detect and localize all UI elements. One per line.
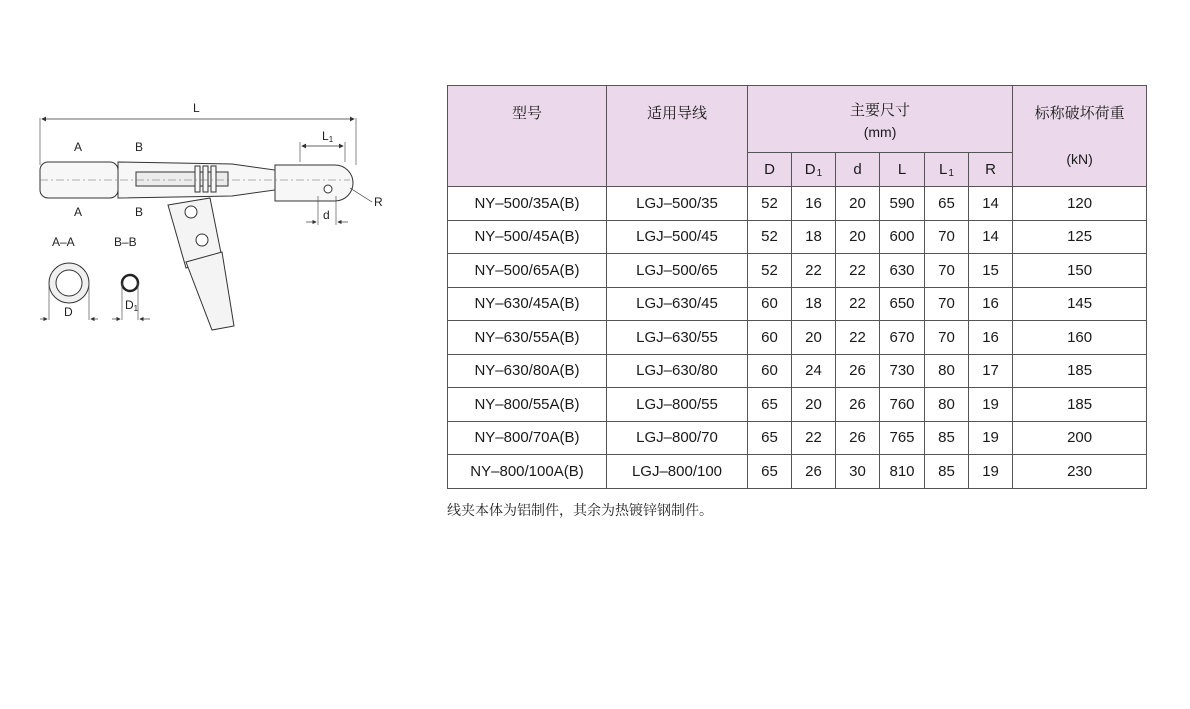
table-cell: LGJ–800/100 — [607, 455, 748, 489]
table-cell: 85 — [925, 421, 969, 455]
table-cell: 18 — [792, 287, 836, 321]
table-cell: 145 — [1013, 287, 1147, 321]
table-cell: LGJ–800/55 — [607, 388, 748, 422]
table-cell: NY–500/45A(B) — [448, 220, 607, 254]
section-b-b — [112, 235, 150, 320]
header-dimensions: 主要尺寸 (mm) — [748, 86, 1013, 153]
jumper-terminal — [168, 198, 234, 330]
table-cell: 650 — [880, 287, 925, 321]
table-cell: LGJ–500/35 — [607, 187, 748, 221]
table-cell: LGJ–630/80 — [607, 354, 748, 388]
table-cell: 20 — [792, 321, 836, 355]
table-cell: 22 — [836, 321, 880, 355]
table-cell: 65 — [748, 388, 792, 422]
table-row — [448, 388, 1147, 422]
table-row — [448, 287, 1147, 321]
table-cell: 15 — [969, 254, 1013, 288]
table-cell: 80 — [925, 354, 969, 388]
label-section-aa: A–A — [52, 235, 75, 249]
label-R: R — [374, 195, 383, 209]
table-cell: LGJ–630/45 — [607, 287, 748, 321]
label-L1: L1 — [322, 129, 334, 144]
table-cell: 60 — [748, 321, 792, 355]
table-cell: 20 — [792, 388, 836, 422]
table-cell: 16 — [792, 187, 836, 221]
table-cell: LGJ–500/45 — [607, 220, 748, 254]
table-cell: 22 — [836, 254, 880, 288]
section-a-a — [40, 235, 98, 320]
spec-table-body — [448, 187, 1147, 489]
table-row — [448, 187, 1147, 221]
table-cell: 670 — [880, 321, 925, 355]
table-cell: 70 — [925, 321, 969, 355]
header-dim-D: D — [748, 153, 792, 187]
table-cell: NY–630/55A(B) — [448, 321, 607, 355]
table-cell: 65 — [748, 455, 792, 489]
table-cell: NY–800/100A(B) — [448, 455, 607, 489]
header-dim-D1: $D_1$ — [792, 153, 836, 187]
table-cell: 19 — [969, 421, 1013, 455]
table-row — [448, 254, 1147, 288]
label-a-top: A — [74, 140, 83, 154]
header-load: 标称破坏荷重 (kN) — [1013, 86, 1147, 187]
label-section-bb: B–B — [114, 235, 137, 249]
table-cell: 185 — [1013, 354, 1147, 388]
table-cell: NY–800/55A(B) — [448, 388, 607, 422]
table-cell: 18 — [792, 220, 836, 254]
table-cell: 22 — [836, 287, 880, 321]
table-cell: 70 — [925, 254, 969, 288]
table-cell: 14 — [969, 187, 1013, 221]
table-cell: 52 — [748, 187, 792, 221]
header-dim-R: R — [969, 153, 1013, 187]
table-cell: 52 — [748, 254, 792, 288]
table-cell: 17 — [969, 354, 1013, 388]
label-D: D — [64, 305, 73, 319]
table-cell: 30 — [836, 455, 880, 489]
table-cell: 70 — [925, 220, 969, 254]
table-row — [448, 354, 1147, 388]
table-cell: 150 — [1013, 254, 1147, 288]
table-cell: 600 — [880, 220, 925, 254]
table-cell: NY–500/65A(B) — [448, 254, 607, 288]
table-cell: 26 — [836, 354, 880, 388]
table-cell: 20 — [836, 220, 880, 254]
table-cell: 65 — [925, 187, 969, 221]
table-cell: 85 — [925, 455, 969, 489]
table-cell: 19 — [969, 455, 1013, 489]
table-cell: 22 — [792, 421, 836, 455]
table-row — [448, 421, 1147, 455]
table-cell: 26 — [836, 421, 880, 455]
table-cell: 16 — [969, 321, 1013, 355]
table-cell: 52 — [748, 220, 792, 254]
table-row — [448, 321, 1147, 355]
table-cell: 185 — [1013, 388, 1147, 422]
table-cell: 730 — [880, 354, 925, 388]
table-row — [448, 455, 1147, 489]
table-cell: NY–800/70A(B) — [448, 421, 607, 455]
clamp-technical-drawing — [0, 0, 440, 360]
table-cell: LGJ–500/65 — [607, 254, 748, 288]
label-L: L — [193, 101, 200, 115]
label-d: d — [323, 208, 330, 222]
radius-R-callout — [350, 188, 383, 209]
header-dim-L1: $L_1$ — [925, 153, 969, 187]
table-cell: 19 — [969, 388, 1013, 422]
table-cell: LGJ–630/55 — [607, 321, 748, 355]
table-cell: 765 — [880, 421, 925, 455]
header-conductor: 适用导线 — [607, 86, 748, 187]
table-cell: 230 — [1013, 455, 1147, 489]
table-cell: NY–630/45A(B) — [448, 287, 607, 321]
table-cell: 70 — [925, 287, 969, 321]
table-cell: NY–630/80A(B) — [448, 354, 607, 388]
table-cell: 80 — [925, 388, 969, 422]
clamp-body — [40, 162, 353, 201]
table-cell: LGJ–800/70 — [607, 421, 748, 455]
table-cell: NY–500/35A(B) — [448, 187, 607, 221]
table-cell: 60 — [748, 287, 792, 321]
table-cell: 16 — [969, 287, 1013, 321]
table-cell: 20 — [836, 187, 880, 221]
spec-table — [447, 85, 1147, 489]
table-cell: 120 — [1013, 187, 1147, 221]
table-cell: 22 — [792, 254, 836, 288]
table-cell: 60 — [748, 354, 792, 388]
table-cell: 160 — [1013, 321, 1147, 355]
table-cell: 760 — [880, 388, 925, 422]
header-dim-L: L — [880, 153, 925, 187]
table-cell: 590 — [880, 187, 925, 221]
table-row — [448, 220, 1147, 254]
table-cell: 26 — [836, 388, 880, 422]
label-b-top: B — [135, 140, 144, 154]
label-b-bottom: B — [135, 205, 144, 219]
dimension-L — [40, 101, 356, 165]
header-dim-d: d — [836, 153, 880, 187]
table-cell: 65 — [748, 421, 792, 455]
table-cell: 810 — [880, 455, 925, 489]
table-cell: 14 — [969, 220, 1013, 254]
table-cell: 24 — [792, 354, 836, 388]
table-cell: 200 — [1013, 421, 1147, 455]
dimension-L1 — [300, 129, 345, 162]
footnote: 线夹本体为铝制件，其余为热镀锌钢制件。 — [447, 502, 713, 518]
table-cell: 630 — [880, 254, 925, 288]
label-D1: D1 — [125, 298, 139, 313]
table-cell: 26 — [792, 455, 836, 489]
header-model: 型号 — [448, 86, 607, 187]
table-cell: 125 — [1013, 220, 1147, 254]
label-a-bottom: A — [74, 205, 83, 219]
